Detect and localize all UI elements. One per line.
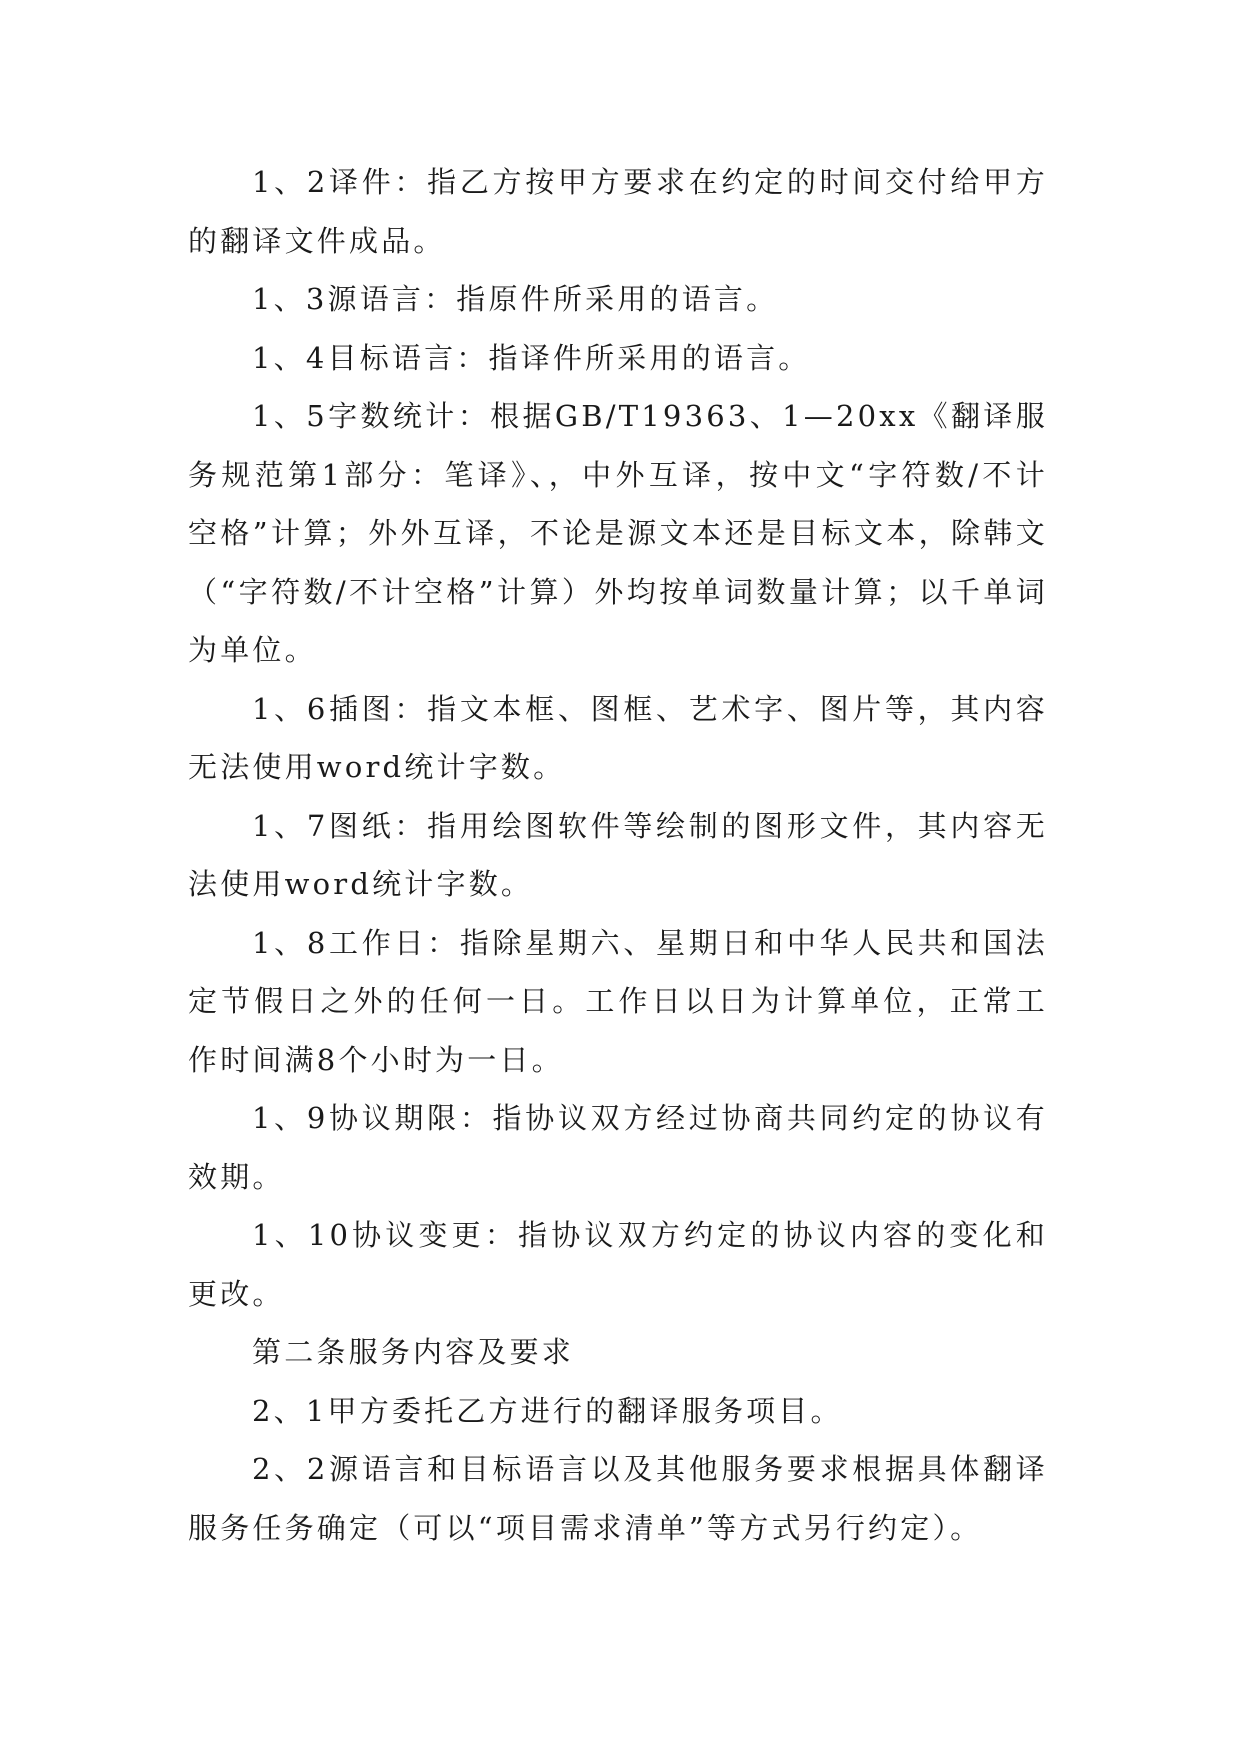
- paragraph-source-language: 1、3源语言：指原件所采用的语言。: [252, 282, 779, 316]
- paragraph-service-items: 2、1甲方委托乙方进行的翻译服务项目。: [252, 1393, 843, 1428]
- paragraph-working-day: 1、8工作日：指除星期六、星期日和中华人民共和国法定节假日之外的任何一日。工作日以日为计算单位，正常工作时间满8个小时为一日。: [188, 925, 1048, 1077]
- document-body: [188, 153, 1048, 1557]
- paragraph-drawings: 1、7图纸：指用绘图软件等绘制的图形文件，其内容无法使用word统计字数。: [188, 808, 1048, 901]
- paragraph-word-count: 1、5字数统计：根据GB/T19363、1—20xx《翻译服务规范第1部分：笔译》、，中外互译，按中文“字符数/不计空格”计算；外外互译，不论是源文本还是目标文本，除韩文（“字符数/不计空格”计算）外均按单词数量计算；以千单词为单位。: [188, 399, 1048, 667]
- paragraph-translation-definition: 1、2译件：指乙方按甲方要求在约定的时间交付给甲方的翻译文件成品。: [188, 165, 1048, 258]
- paragraph-illustrations: 1、6插图：指文本框、图框、艺术字、图片等，其内容无法使用word统计字数。: [188, 691, 1048, 784]
- section-heading-service-content: 第二条服务内容及要求: [252, 1335, 575, 1369]
- paragraph-target-language: 1、4目标语言：指译件所采用的语言。: [252, 340, 811, 375]
- paragraph-agreement-term: 1、9协议期限：指协议双方经过协商共同约定的协议有效期。: [188, 1101, 1048, 1194]
- paragraph-service-requirements: 2、2源语言和目标语言以及其他服务要求根据具体翻译服务任务确定（可以“项目需求清单”等方式另行约定）。: [188, 1452, 1048, 1545]
- paragraph-agreement-change: 1、10协议变更：指协议双方约定的协议内容的变化和更改。: [188, 1218, 1048, 1311]
